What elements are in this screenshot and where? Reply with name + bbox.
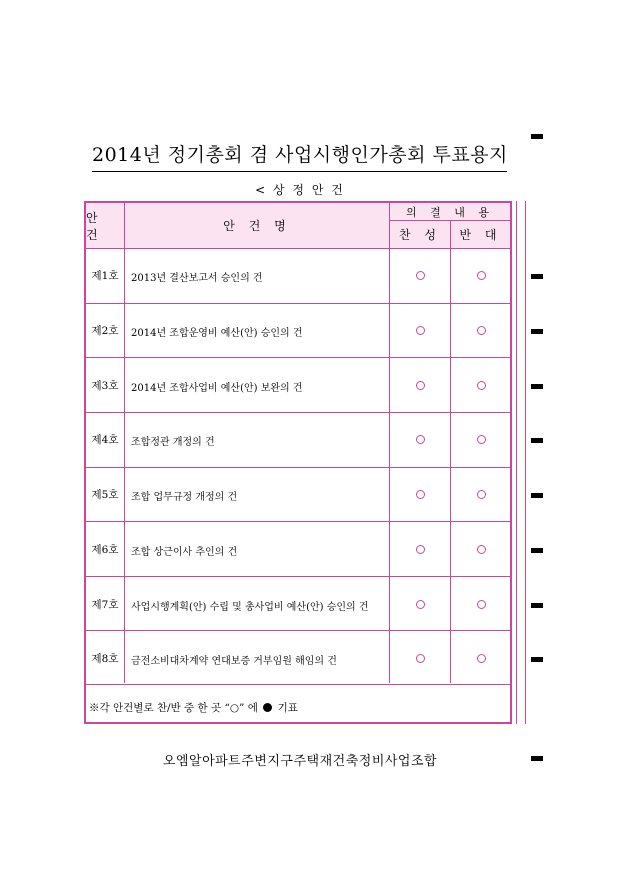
side-column (516, 201, 526, 724)
vote-against-circle[interactable] (477, 490, 486, 499)
vote-for-circle[interactable] (416, 600, 425, 609)
organization-name: 오엠알아파트주변지구주택재건축정비사업조합 (162, 754, 438, 769)
vote-for-circle[interactable] (416, 654, 425, 663)
agenda-number: 제3호 (91, 380, 119, 392)
agenda-name: 금전소비대차계약 연대보증 거부임원 해임의 건 (131, 656, 337, 667)
header-agenda: 안 건 (86, 203, 124, 248)
voting-instruction (89, 700, 298, 715)
agenda-number: 제7호 (91, 599, 119, 611)
grid-line (86, 357, 510, 358)
agenda-name: 2014년 조합운영비 예산(안) 승인의 건 (131, 328, 303, 339)
grid-line (389, 220, 510, 221)
agenda-name: 2013년 결산보고서 승인의 건 (131, 273, 263, 284)
grid-line (86, 576, 510, 577)
vote-against-circle[interactable] (477, 271, 486, 280)
vote-against-circle[interactable] (477, 326, 486, 335)
grid-line (86, 630, 510, 631)
vote-against-circle[interactable] (477, 654, 486, 663)
title-underline (92, 171, 507, 172)
agenda-name: 조합 업무규정 개정의 건 (131, 492, 238, 503)
grid-line (86, 412, 510, 413)
vote-for-circle[interactable] (416, 490, 425, 499)
header-decision: 의 결 내 용 (390, 203, 510, 220)
instruction-suffix: 기표 (277, 702, 298, 714)
omr-timing-mark (531, 548, 543, 553)
vote-against-circle[interactable] (477, 381, 486, 390)
omr-timing-mark (531, 134, 543, 139)
agenda-number: 제6호 (91, 544, 119, 556)
grid-line (86, 303, 510, 304)
vote-for-circle[interactable] (416, 271, 425, 280)
agenda-number: 제8호 (91, 653, 119, 665)
omr-timing-mark (531, 493, 543, 498)
header-for: 찬 성 (390, 221, 450, 248)
agenda-name: 조합 상근이사 추인의 건 (131, 547, 238, 558)
ballot-subtitle: < 상 정 안 건 (255, 183, 345, 197)
vote-against-circle[interactable] (477, 435, 486, 444)
omr-timing-mark (531, 657, 543, 662)
agenda-name: 사업시행계획(안) 수립 및 총사업비 예산(안) 승인의 건 (131, 602, 369, 613)
omr-timing-mark (531, 756, 543, 761)
omr-timing-mark (531, 438, 543, 443)
agenda-number: 제5호 (91, 489, 119, 501)
header-agenda-name: 안 건 명 (125, 203, 389, 248)
header-against: 반 대 (451, 221, 510, 248)
grid-line (124, 203, 125, 683)
grid-line (86, 248, 510, 249)
omr-timing-mark (531, 384, 543, 389)
grid-line (389, 203, 390, 683)
vote-against-circle[interactable] (477, 600, 486, 609)
vote-for-circle[interactable] (416, 435, 425, 444)
vote-for-circle[interactable] (416, 381, 425, 390)
vote-against-circle[interactable] (477, 545, 486, 554)
omr-timing-mark (531, 329, 543, 334)
agenda-name: 2014년 조합사업비 예산(안) 보완의 건 (131, 383, 303, 394)
agenda-number: 제2호 (91, 325, 119, 337)
grid-line (86, 521, 510, 522)
grid-line (450, 220, 451, 683)
agenda-name: 조합정관 개정의 건 (131, 437, 215, 448)
omr-timing-mark (531, 603, 543, 608)
agenda-number: 제1호 (91, 270, 119, 282)
ballot-title: 2014년 정기총회 겸 사업시행인가총회 투표용지 (92, 144, 508, 166)
vote-for-circle[interactable] (416, 545, 425, 554)
grid-line (86, 467, 510, 468)
omr-timing-mark (531, 274, 543, 279)
instruction-text: ※각 안건별로 찬/반 중 한 곳 “○” 에 (89, 702, 258, 714)
vote-for-circle[interactable] (416, 326, 425, 335)
filled-dot-icon (263, 703, 272, 712)
agenda-number: 제4호 (91, 434, 119, 446)
grid-line (86, 684, 510, 685)
